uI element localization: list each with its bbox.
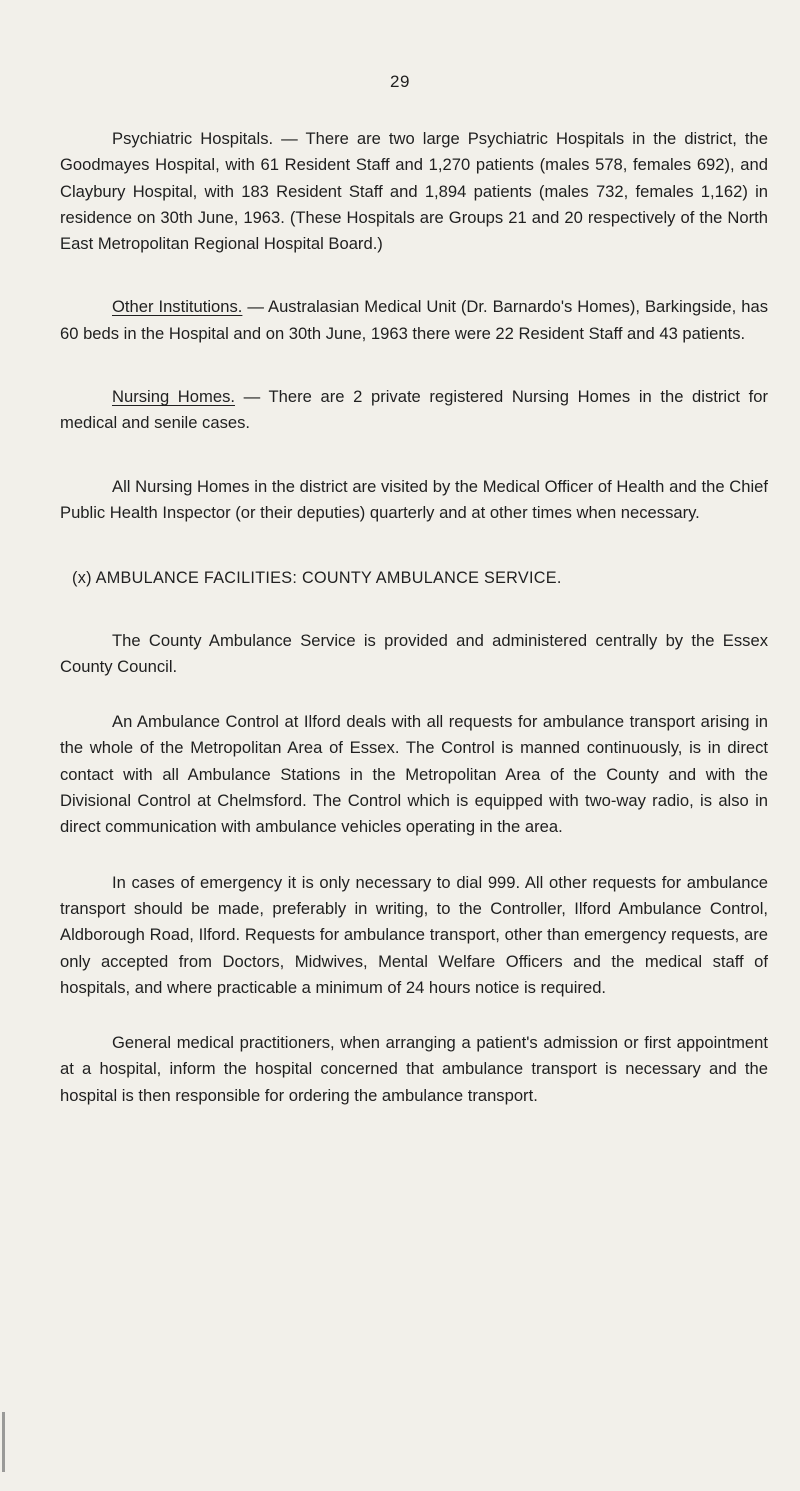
ambulance-facilities-heading: (x) AMBULANCE FACILITIES: COUNTY AMBULANCE SERVICE. (72, 569, 562, 588)
page-number: 29 (390, 72, 410, 91)
nursing-homes-paragraph (60, 384, 768, 437)
county-ambulance-service-paragraph: The County Ambulance Service is provided and administered centrally by the Essex County Council. (60, 630, 768, 676)
page-content (60, 126, 768, 1109)
emergency-requests-paragraph: In cases of emergency it is only necessary to dial 999. All other requests for ambulance transport should be made, preferably in writing, to the Controller, Ilford Ambulance Control, Aldborough Road, Ilford. Requests for ambulance transport, other than emergency requests, are only accepted from Doctors, Midwives, Mental Welfare Officers and the medical staff of hospitals, and where practicable a minimum of 24 hours notice is required. (60, 872, 768, 997)
psychiatric-hospitals-paragraph (60, 126, 768, 257)
scan-edge-mark (2, 1412, 5, 1472)
nursing-homes-text: — There are 2 private registered Nursing Homes in the district for medical and senile cases. (60, 387, 768, 433)
ambulance-control-paragraph: An Ambulance Control at Ilford deals with all requests for ambulance transport arising in the whole of the Metropolitan Area of Essex. The Control is manned continuously, is in direct contact with all Ambulance Stations in the Metropolitan Area of the County and with the Divisional Control at Chelmsford. The Control which is equipped with two-way radio, is also in direct communication with ambulance vehicles operating in the area. (60, 712, 768, 837)
nursing-homes-visits-paragraph: All Nursing Homes in the district are visited by the Medical Officer of Health and the Chief Public Health Inspector (or their deputies) quarterly and at other times when necessary. (60, 476, 768, 522)
general-practitioners-paragraph: General medical practitioners, when arranging a patient's admission or first appointment at a hospital, inform the hospital concerned that ambulance transport is necessary and the hospital is then responsible for ordering the ambulance transport. (60, 1033, 768, 1105)
nursing-homes-title: Nursing Homes. (112, 387, 235, 407)
other-institutions-title: Other Institutions. (112, 297, 243, 317)
psychiatric-hospitals-title: Psychiatric Hospitals. (112, 129, 274, 148)
other-institutions-paragraph (60, 294, 768, 347)
other-institutions-text: — Australasian Medical Unit (Dr. Barnardo's Homes), Barkingside, has 60 beds in the Hospital and on 30th June, 1963 there were 22 Resident Staff and 43 patients. (60, 297, 768, 343)
psychiatric-hospitals-text: — There are two large Psychiatric Hospitals in the district, the Goodmayes Hospital, with 61 Resident Staff and 1,270 patients (males 578, females 692), and Claybury Hospital, with 183 Resident Staff and 1,894 patients (males 732, females 1,162) in residence on 30th June, 1963. (These Hospitals are Groups 21 and 20 respectively of the North East Metropolitan Regional Hospital Board.) (60, 129, 768, 254)
